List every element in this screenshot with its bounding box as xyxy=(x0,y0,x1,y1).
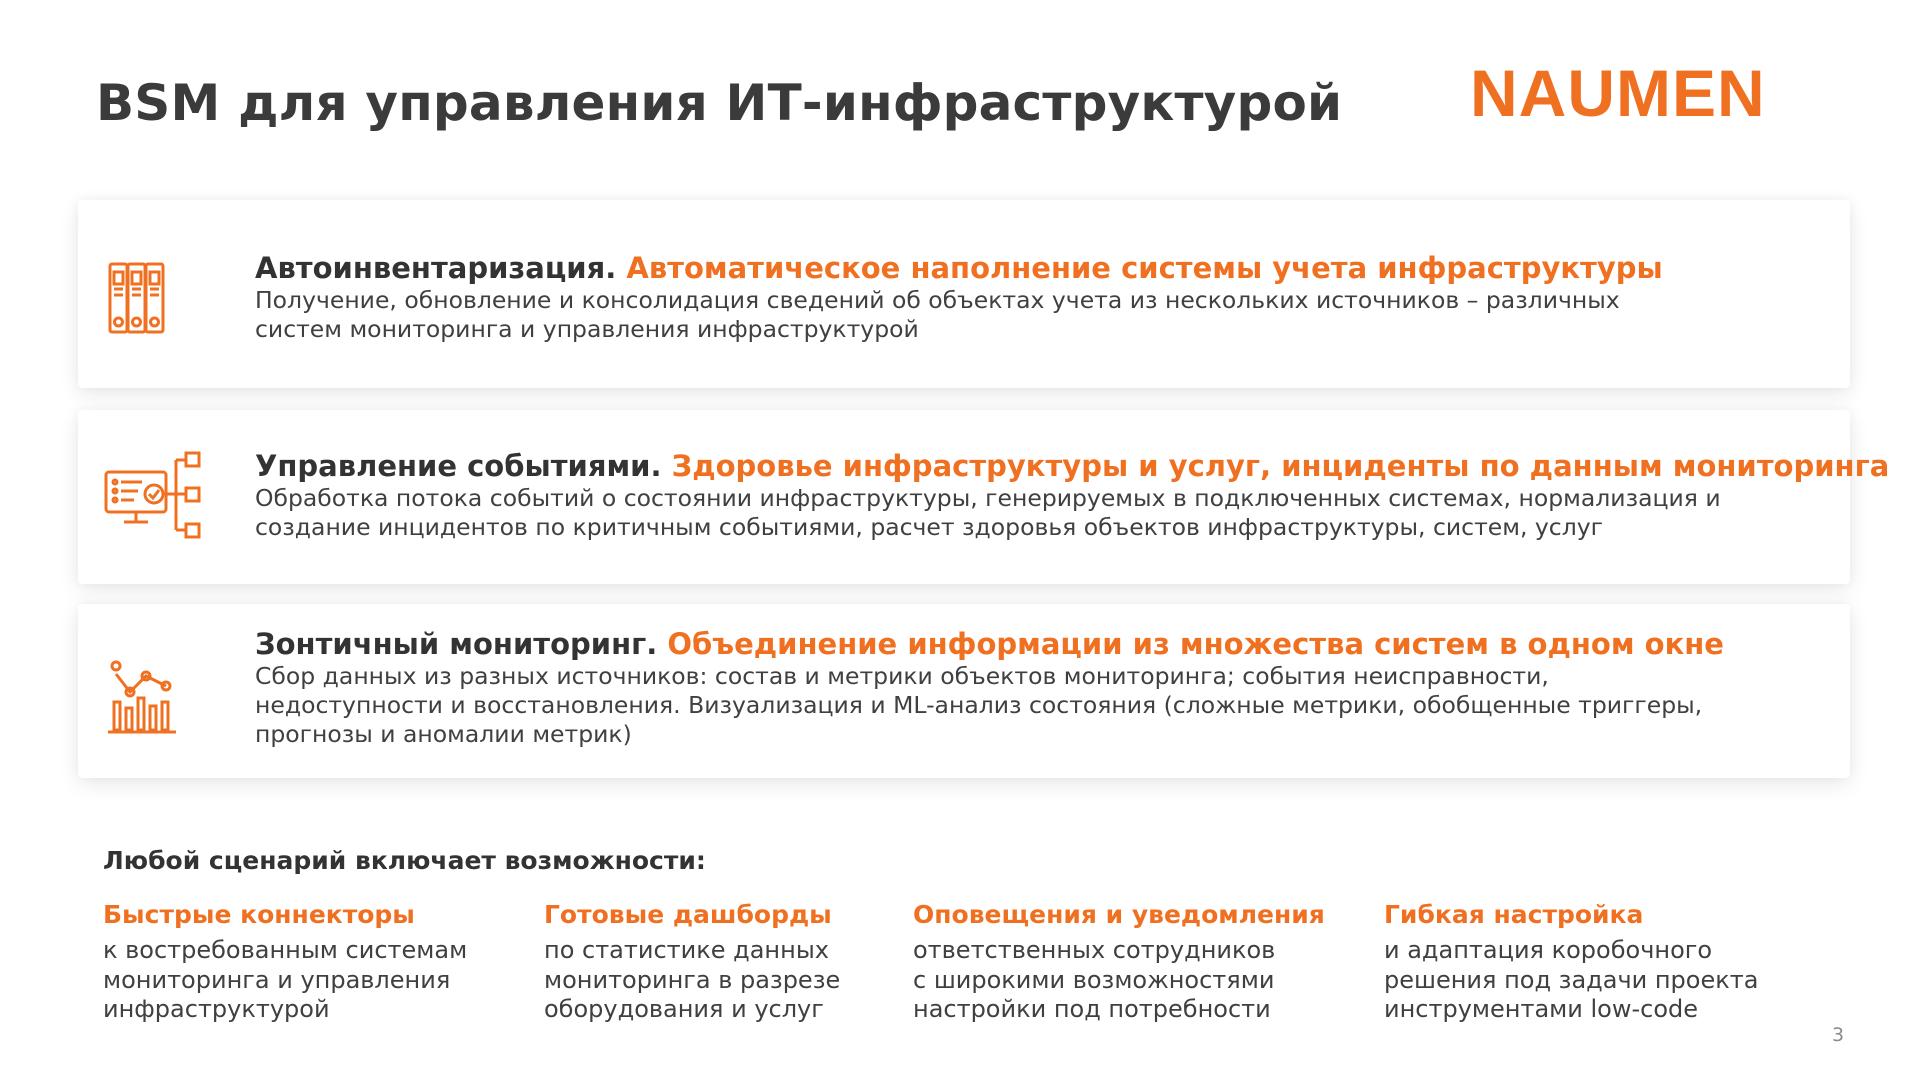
capability-line: инструментами low-code xyxy=(1384,995,1699,1023)
card-description-line: Сбор данных из разных источников: состав и метрики объектов мониторинга; события неисправности, xyxy=(255,662,1549,691)
capability-title: Быстрые коннекторы xyxy=(103,900,415,929)
naumen-logo: NAUMEN xyxy=(1470,56,1766,130)
capability-line: мониторинга и управления xyxy=(103,965,451,994)
card-description-line: прогнозы и аномалии метрик) xyxy=(255,720,632,749)
capability-line: решения под задачи проекта xyxy=(1384,965,1759,994)
page-number: 3 xyxy=(1832,1024,1845,1046)
capability-title: Готовые дашборды xyxy=(544,900,832,929)
event-monitor-icon xyxy=(102,450,202,550)
card-description-line: систем мониторинга и управления инфраструктурой xyxy=(255,315,919,344)
card-description xyxy=(255,484,1838,542)
card-title xyxy=(255,250,1838,286)
capability-line: настройки под потребности xyxy=(913,995,1271,1023)
card-description xyxy=(255,286,1838,344)
card-title-separator: . xyxy=(646,627,668,661)
card-title-separator: . xyxy=(650,449,672,483)
capabilities-heading: Любой сценарий включает возможности: xyxy=(103,846,706,875)
capability-line: по статистике данных xyxy=(544,936,829,964)
card-umbrella-monitoring xyxy=(78,604,1850,778)
slide-title: BSM для управления ИТ-инфраструктурой xyxy=(96,74,1343,132)
capability-text xyxy=(103,936,467,1025)
card-title-accent: Здоровье инфраструктуры и услуг, инциденты по данным мониторинга xyxy=(671,449,1890,483)
card-title-accent: Автоматическое наполнение системы учета инфраструктуры xyxy=(626,251,1663,285)
capability-line: с широкими возможностями xyxy=(913,965,1275,994)
card-description xyxy=(255,662,1838,749)
capability-title: Оповещения и уведомления xyxy=(913,900,1325,929)
capability-line: инфраструктурой xyxy=(103,995,330,1023)
capability-text xyxy=(1384,936,1758,1025)
card-title-main: Управление событиями xyxy=(255,449,651,483)
card-title-accent: Объединение информации из множества систем в одном окне xyxy=(667,627,1724,661)
capability-connectors xyxy=(103,898,467,1025)
capability-flexible-setup xyxy=(1384,898,1758,1025)
analytics-chart-icon xyxy=(102,646,192,740)
capability-dashboards xyxy=(544,898,840,1025)
card-title xyxy=(255,448,1890,484)
card-title xyxy=(255,626,1838,662)
card-description-line: Обработка потока событий о состоянии инфраструктуры, генерируемых в подключенных системах, нормализация и xyxy=(255,484,1721,513)
capability-line: ответственных сотрудников xyxy=(913,936,1276,964)
capability-notifications xyxy=(913,898,1325,1025)
capability-text xyxy=(544,936,840,1025)
capability-title: Гибкая настройка xyxy=(1384,900,1644,929)
capability-line: к востребованным системам xyxy=(103,936,468,964)
card-description-line: Получение, обновление и консолидация сведений об объектах учета из нескольких источников – различных xyxy=(255,286,1620,315)
card-title-main: Автоинвентаризация. xyxy=(255,251,627,285)
card-autoinventory xyxy=(78,200,1850,388)
binders-icon xyxy=(102,258,172,342)
capability-line: и адаптация коробочного xyxy=(1384,936,1713,964)
card-title-main: Зонтичный мониторинг xyxy=(255,627,647,661)
card-description-line: создание инцидентов по критичным событиями, расчет здоровья объектов инфраструктуры, систем, услуг xyxy=(255,513,1604,542)
capability-text xyxy=(913,936,1325,1025)
capability-line: мониторинга в разрезе xyxy=(544,965,841,994)
card-description-line: недоступности и восстановления. Визуализация и ML-анализ состояния (сложные метрики, обобщенные триггеры, xyxy=(255,691,1703,720)
capability-line: оборудования и услуг xyxy=(544,995,824,1023)
card-event-management xyxy=(78,410,1890,584)
